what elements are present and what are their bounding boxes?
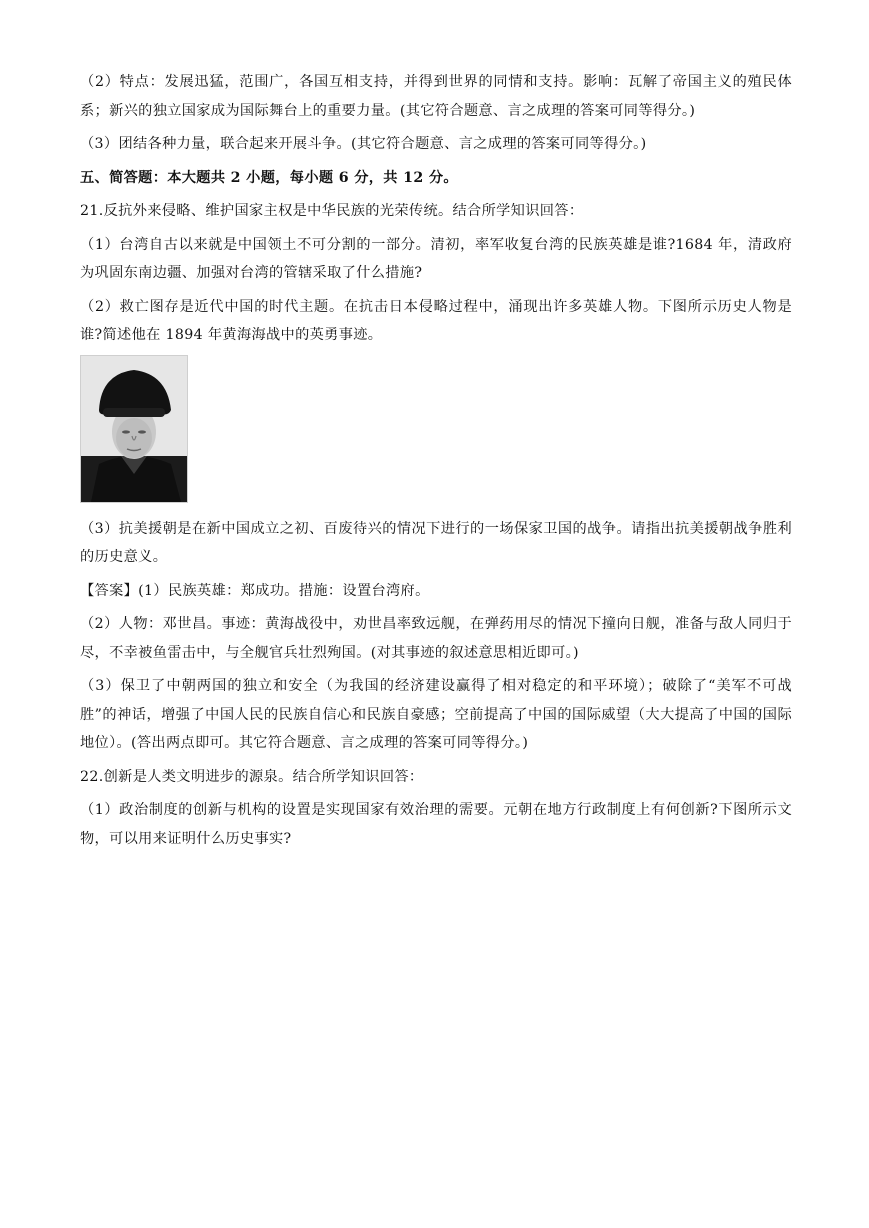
question-22-part-1: （1）政治制度的创新与机构的设置是实现国家有效治理的需要。元朝在地方行政制度上有何创新?下图所示文物，可以用来证明什么历史事实? <box>80 802 792 847</box>
answer-label-part-1: 【答案】(1）民族英雄：郑成功。措施：设置台湾府。 <box>80 582 430 599</box>
question-22: 22.创新是人类文明进步的源泉。结合所学知识回答： <box>80 768 424 785</box>
question-21-part-2: （2）救亡图存是近代中国的时代主题。在抗击日本侵略过程中，涌现出许多英雄人物。下图所示历史人物是谁?简述他在 1894 年黄海海战中的英勇事迹。 <box>80 298 792 343</box>
question-21-part-1: （1）台湾自古以来就是中国领土不可分割的一部分。清初，率军收复台湾的民族英雄是谁?1684 年，清政府为巩固东南边疆、加强对台湾的管辖采取了什么措施? <box>80 236 792 281</box>
answer-part-2: （2）人物：邓世昌。事迹：黄海战役中，劝世昌率致远舰，在弹药用尽的情况下撞向日舰，准备与敌人同归于尽，不幸被鱼雷击中，与全舰官兵壮烈殉国。(对其事迹的叙述意思相近即可。) <box>80 616 792 661</box>
historical-portrait-photo <box>80 355 188 503</box>
answer-line-2: （2）特点：发展迅猛，范围广，各国互相支持，并得到世界的同情和支持。影响：瓦解了帝国主义的殖民体系；新兴的独立国家成为国际舞台上的重要力量。(其它符合题意、言之成理的答案可同等得分。) <box>80 74 792 119</box>
answer-part-3: （3）保卫了中朝两国的独立和安全（为我国的经济建设赢得了相对稳定的和平环境）；破除了“美军不可战胜”的神话，增强了中国人民的民族自信心和民族自豪感；空前提高了中国的国际威望（大大提高了中国的国际地位）。(答出两点即可。其它符合题意、言之成理的答案可同等得分。) <box>80 678 793 751</box>
answer-line-3: （3）团结各种力量，联合起来开展斗争。(其它符合题意、言之成理的答案可同等得分。) <box>80 136 647 152</box>
question-21: 21.反抗外来侵略、维护国家主权是中华民族的光荣传统。结合所学知识回答： <box>80 203 584 219</box>
question-21-part-3: （3）抗美援朝是在新中国成立之初、百废待兴的情况下进行的一场保家卫国的战争。请指出抗美援朝战争胜利的历史意义。 <box>80 520 792 565</box>
portrait-image <box>81 356 187 502</box>
section-heading: 五、简答题：本大题共 2 小题，每小题 6 分，共 12 分。 <box>80 169 458 186</box>
document-page <box>80 68 792 858</box>
